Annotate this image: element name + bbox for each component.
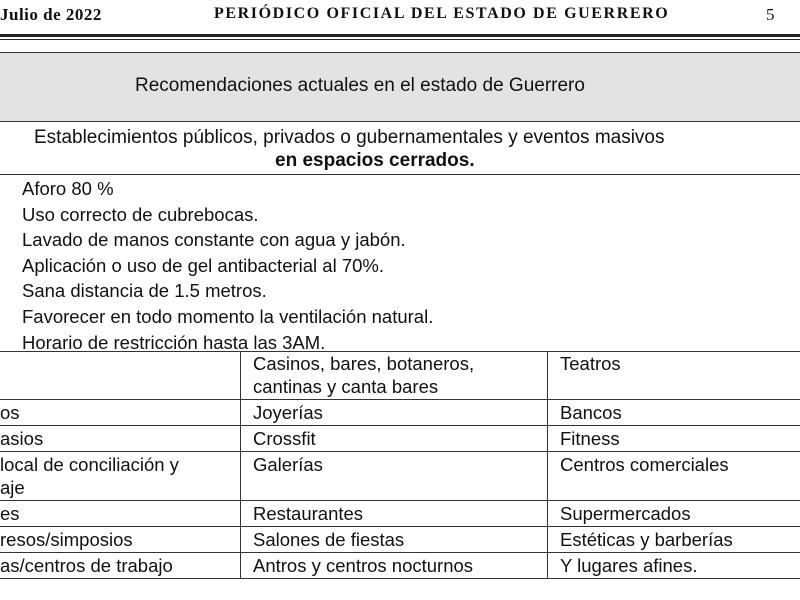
recommendations-banner	[0, 52, 800, 122]
table-row	[0, 351, 800, 400]
recommendation-item: Aplicación o uso de gel antibacterial al 70%.	[22, 254, 385, 276]
table-cell: os	[0, 400, 241, 426]
table-cell: Joyerías	[241, 400, 548, 426]
table-cell: as/centros de trabajo	[0, 553, 241, 579]
table-cell: Teatros	[548, 351, 800, 400]
establishments-table	[0, 351, 800, 579]
cell-line: aje	[0, 477, 25, 498]
table-cell: Centros comerciales	[548, 452, 800, 501]
page-number: 5	[766, 5, 775, 24]
table-cell: Salones de fiestas	[241, 527, 548, 553]
table-row	[0, 400, 800, 426]
banner-title: Recomendaciones actuales en el estado de Guerrero	[135, 75, 585, 96]
table-cell	[241, 351, 548, 400]
table-cell: Restaurantes	[241, 501, 548, 527]
recommendation-item: Lavado de manos constante con agua y jabón.	[22, 229, 406, 251]
section-subtitle: en espacios cerrados.	[275, 150, 475, 171]
indoor-section	[0, 121, 800, 352]
recommendation-item: Aforo 80 %	[22, 178, 114, 199]
recommendations-list	[22, 176, 433, 355]
table-cell: Antros y centros nocturnos	[241, 553, 548, 579]
table-cell: Estéticas y barberías	[548, 527, 800, 553]
newspaper-title: PERIÓDICO OFICIAL DEL ESTADO DE GUERRERO	[214, 5, 670, 22]
cell-line: Casinos, bares, botaneros,	[253, 353, 475, 374]
header-rule-thin	[0, 39, 800, 40]
table-cell: Fitness	[548, 426, 800, 452]
table-cell	[0, 351, 241, 400]
section-title: Establecimientos públicos, privados o gubernamentales y eventos masivos	[34, 127, 665, 148]
header-date: Julio de 2022	[0, 5, 102, 24]
table-row	[0, 452, 800, 501]
table-cell: Crossfit	[241, 426, 548, 452]
table-cell: Y lugares afines.	[548, 553, 800, 579]
recommendation-item: Horario de restricción hasta las 3AM.	[22, 331, 326, 353]
cell-line: cantinas y canta bares	[253, 376, 439, 397]
section-divider	[0, 174, 800, 175]
table-row	[0, 501, 800, 527]
table-cell: Bancos	[548, 400, 800, 426]
page-header	[0, 0, 800, 34]
table-cell: asios	[0, 426, 241, 452]
recommendation-item: Sana distancia de 1.5 metros.	[22, 280, 267, 302]
recommendation-item: Uso correcto de cubrebocas.	[22, 203, 259, 225]
table-cell	[0, 452, 241, 501]
table-row	[0, 426, 800, 452]
cell-line: local de conciliación y	[0, 454, 179, 475]
recommendation-item: Favorecer en todo momento la ventilación natural.	[22, 305, 434, 327]
table-cell: Galerías	[241, 452, 548, 501]
table-row	[0, 553, 800, 579]
table-cell: resos/simposios	[0, 527, 241, 553]
table-cell: Supermercados	[548, 501, 800, 527]
table-row	[0, 527, 800, 553]
header-rule	[0, 34, 800, 37]
table-cell: es	[0, 501, 241, 527]
